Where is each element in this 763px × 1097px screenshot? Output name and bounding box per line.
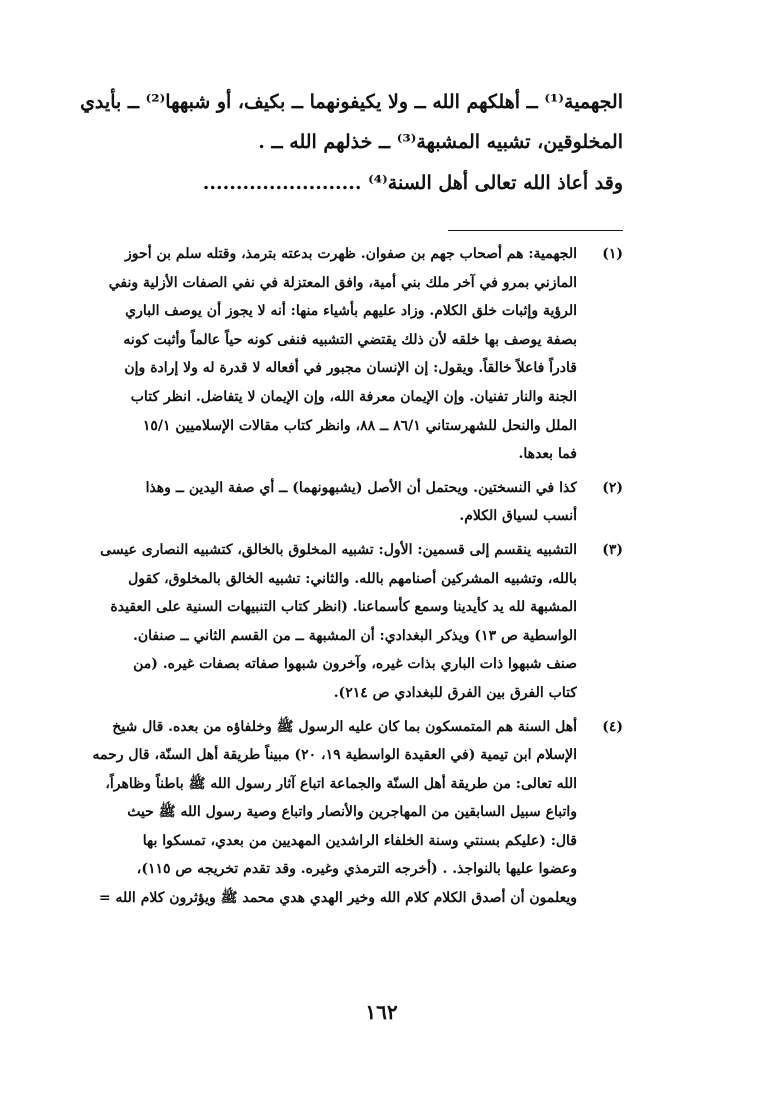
footnote xyxy=(85,474,623,531)
footnote-line: واتباع سبيل السابقين من المهاجرين والأنصار واتباع وصية رسول الله ﷺ حيث xyxy=(127,804,577,821)
footnote-line: كذا في النسختين. ويحتمل أن الأصل (يشبهونهما) ــ أي صفة اليدين ــ وهذا xyxy=(145,479,577,496)
footnote-number: (٣) xyxy=(602,541,623,558)
footnote-line: المشبهة لله يد كأيدينا وسمع كأسماعنا. (انظر كتاب التنبيهات السنية على العقيدة xyxy=(110,599,577,616)
footnote xyxy=(85,536,623,708)
footnote-line: الرؤية وإثبات خلق الكلام. وزاد عليهم بأشياء منها: أنه لا يجوز أن يوصف الباري xyxy=(125,303,577,320)
footnote-line: بصفة يوصف بها خلقه لأن ذلك يقتضي التشبيه فنفى كونه حياً عالماً وأثبت كونه xyxy=(123,331,577,348)
footnote-line: أنسب لسياق الكلام. xyxy=(459,508,577,525)
main-text-line: وقد أعاذ الله تعالى أهل السنة⁽⁴⁾ ........................ xyxy=(202,172,623,194)
footnote-line: قادراً فاعلاً خالقاً. ويقول: إن الإنسان مجبور في أفعاله لا قدرة له ولا إرادة وإن xyxy=(124,360,577,377)
footnote-line: قال: (عليكم بسنتي وسنة الخلفاء الراشدين المهديين من بعدي، تمسكوا بها xyxy=(142,832,577,849)
footnote-line: المازني بمرو في آخر ملك بني أمية، وافق المعتزلة في نفي الصفات الأزلية ونفي xyxy=(108,274,577,291)
footnote-line: الله تعالى: من طريقة أهل السنّة والجماعة اتباع آثار رسول الله ﷺ باطناً وظاهراً، xyxy=(105,775,577,792)
main-text-line: الجهمية⁽¹⁾ ــ أهلكهم الله ــ ولا يكيفونهما ــ بكيف، أو شبهها⁽²⁾ ــ بأيدي xyxy=(80,91,623,113)
footnote xyxy=(85,713,623,913)
footnote-line: ويعلمون أن أصدق الكلام كلام الله وخير الهدي هدي محمد ﷺ ويؤثرون كلام الله = xyxy=(98,890,577,907)
footnote-line: الملل والنحل للشهرستاني ٨٦/١ ــ ٨٨، وانظر كتاب مقالات الإسلاميين ١٥/١ xyxy=(142,417,577,434)
footnote-line: التشبيه ينقسم إلى قسمين: الأول: تشبيه المخلوق بالخالق، كتشبيه النصارى عيسى xyxy=(100,541,577,558)
footnote-line: الواسطية ص ١٣) ويذكر البغدادي: أن المشبهة ــ من القسم الثاني ــ صنفان. xyxy=(133,627,577,644)
footnote-number: (١) xyxy=(602,246,623,262)
footnote-line: أهل السنة هم المتمسكون بما كان عليه الرسول ﷺ وخلفاؤه من بعده. قال شيخ xyxy=(112,718,577,735)
footnote-line: فما بعدها. xyxy=(518,446,577,463)
footnote-line: وعضوا عليها بالنواجذ. . (أخرجه الترمذي وغيره. وقد تقدم تخريجه ص ١١٥)، xyxy=(136,861,577,878)
page-number: ١٦٢ xyxy=(365,1000,398,1024)
footnote-separator xyxy=(448,230,623,231)
footnote-line: الإسلام ابن تيمية (في العقيدة الواسطية ١٩، ٢٠) مبيناً طريقة أهل السنّة، قال رحمه xyxy=(92,747,577,764)
main-text-line: المخلوقين، تشبيه المشبهة⁽³⁾ ــ خذلهم الله ــ . xyxy=(258,131,623,153)
footnote-line: كتاب الفرق بين الفرق للبغدادي ص ٢١٤). xyxy=(333,684,577,701)
footnote-line: صنف شبهوا ذات الباري بذات غيره، وآخرون شبهوا صفاته بصفات غيره. (من xyxy=(133,656,577,673)
footnote-line: بالله، وتشبيه المشركين أصنامهم بالله. والثاني: تشبيه الخالق بالمخلوق، كقول xyxy=(128,570,577,587)
footnote-number: (٢) xyxy=(602,479,623,496)
footnote-number: (٤) xyxy=(602,718,623,735)
footnotes xyxy=(85,240,623,918)
footnote xyxy=(85,240,623,469)
footnote-line: الجنة والنار تفنيان. وإن الإيمان معرفة الله، وإن الإيمان لا يتفاضل. انظر كتاب xyxy=(130,388,577,405)
footnote-line: الجهمية: هم أصحاب جهم بن صفوان. ظهرت بدعته بترمذ، وقتله سلم بن أحوز xyxy=(125,246,577,262)
